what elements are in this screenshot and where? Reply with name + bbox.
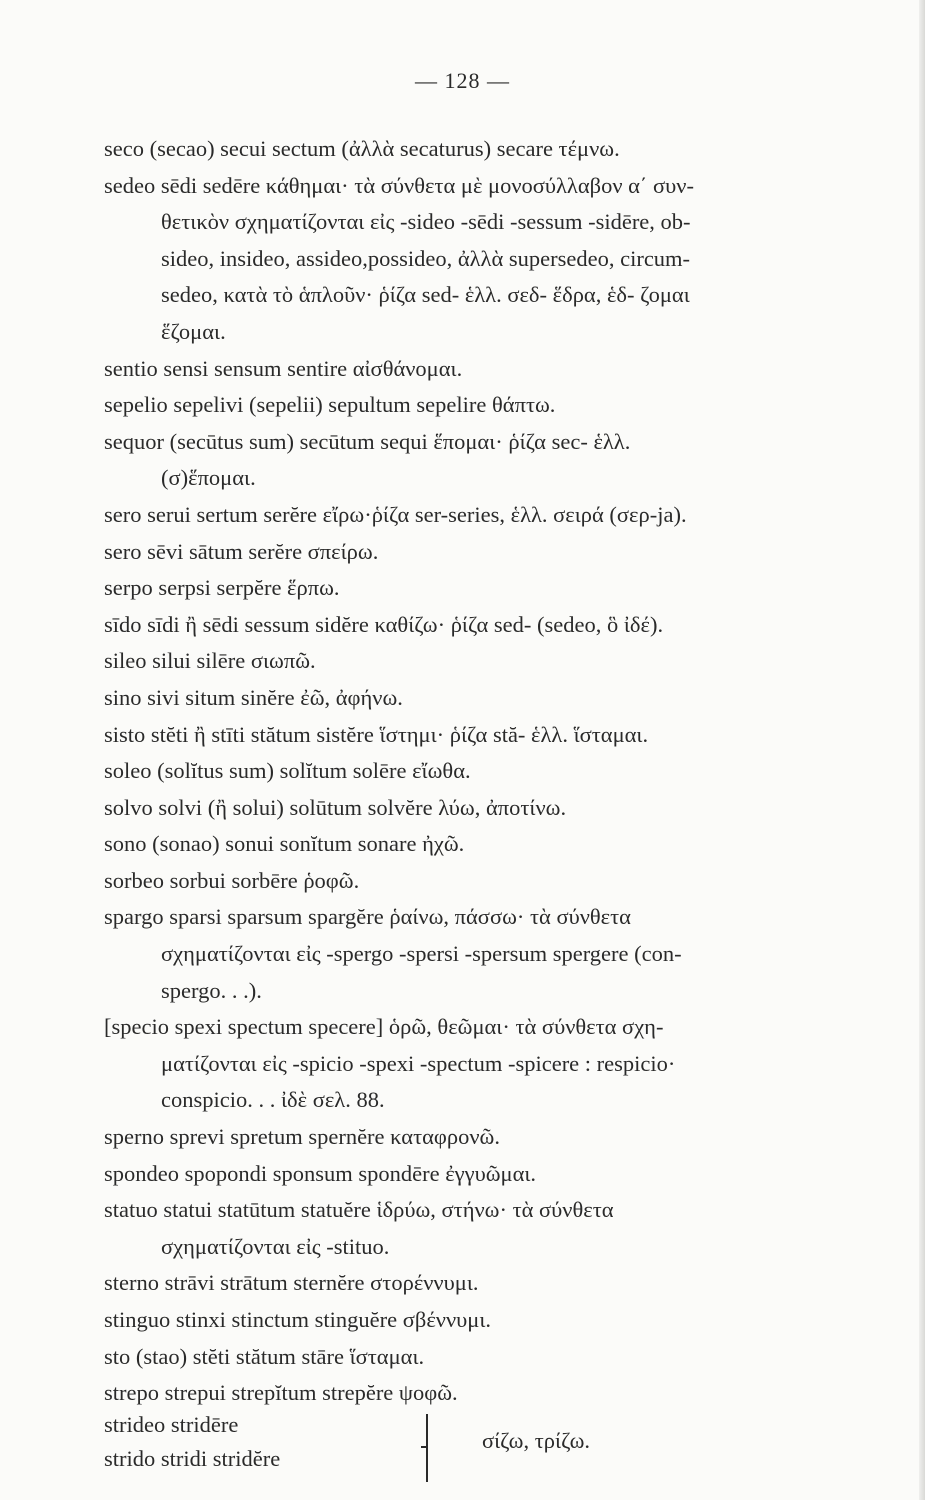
- entry-line: sedeo, κατὰ τὸ ἁπλοῦν· ῥίζα sed- ἑλλ. σεδ- ἕδρα, ἑδ- ζομαι: [161, 282, 690, 308]
- entry-line: sepelio sepelivi (sepelii) sepultum sepelire θάπτω.: [104, 392, 556, 418]
- page-number: — 128 —: [415, 68, 510, 93]
- entry-line: spondeo spopondi sponsum spondēre ἐγγυῶμαι.: [104, 1160, 537, 1186]
- entry-line: σχηματίζονται εἰς -spergo -spersi -spersum spergere (con-: [161, 941, 682, 967]
- entry-line: statuo statui statūtum statuĕre ἱδρύω, στήνω· τὰ σύνθετα: [104, 1197, 614, 1223]
- entry-line: sisto stĕti ἢ stīti stătum sistĕre ἵστημι· ῥίζα stă- ἑλλ. ἵσταμαι.: [104, 721, 649, 747]
- entry-line: sedeo sēdi sedēre κάθημαι· τὰ σύνθετα μὲ μονοσύλλαβον α΄ συν-: [104, 172, 694, 198]
- entry-line: θετικὸν σχηματίζονται εἰς -sideo -sēdi -sessum -sidēre, ob-: [161, 209, 691, 235]
- entry-line: sto (stao) stĕti stătum stāre ἵσταμαι.: [104, 1343, 425, 1369]
- entry-line: spergo. . .).: [161, 977, 262, 1003]
- entry-line: serpo serpsi serpĕre ἕρπω.: [104, 575, 340, 601]
- entry-line: [specio spexi spectum specere] ὁρῶ, θεῶμαι· τὰ σύνθετα σχη-: [104, 1014, 664, 1040]
- entry-line: sterno strāvi strātum sternĕre στορέννυμι.: [104, 1270, 479, 1296]
- entry-line: sino sivi situm sinĕre ἐῶ, ἀφήνω.: [104, 684, 403, 710]
- bracketed-entry: [104, 1412, 904, 1488]
- entry-line: sileo silui silēre σιωπῶ.: [104, 648, 316, 674]
- entry-line: spargo sparsi sparsum spargĕre ῥαίνω, πάσσω· τὰ σύνθετα: [104, 904, 631, 930]
- entry-line: strideo stridēre: [104, 1411, 239, 1437]
- entry-line: sero serui sertum serĕre εἴρω·ῥίζα ser-series, ἑλλ. σειρά (σερ-ja).: [104, 501, 687, 527]
- entry-line: soleo (solĭtus sum) solĭtum solēre εἴωθα.: [104, 758, 471, 784]
- entry-line: strepo strepui strepĭtum strepĕre ψοφῶ.: [104, 1380, 458, 1406]
- entry-line: sperno sprevi spretum spernĕre καταφρονῶ.: [104, 1124, 500, 1150]
- shared-translation: σίζω, τρίζω.: [482, 1427, 591, 1453]
- entry-line: sideo, insideo, assideo,possideo, ἀλλὰ supersedeo, circum-: [161, 245, 691, 271]
- entry-line: sono (sonao) sonui sonĭtum sonare ἠχῶ.: [104, 831, 465, 857]
- entry-line: seco (secao) secui sectum (ἀλλὰ secaturus) secare τέμνω.: [104, 136, 620, 161]
- bracket-brace: [426, 1414, 432, 1482]
- entry-line: conspicio. . . ἰδὲ σελ. 88.: [161, 1087, 385, 1113]
- entry-line: (σ)ἕπομαι.: [161, 465, 256, 491]
- entry-line: ματίζονται εἰς -spicio -spexi -spectum -spicere : respicio·: [161, 1050, 676, 1076]
- entry-line: sīdo sīdi ἢ sēdi sessum sidĕre καθίζω· ῥίζα sed- (sedeo, ὃ ἰδέ).: [104, 611, 664, 637]
- entry-line: sentio sensi sensum sentire αἰσθάνομαι.: [104, 355, 463, 381]
- entry-line: solvo solvi (ἢ solui) solūtum solvĕre λύω, ἀποτίνω.: [104, 794, 567, 820]
- entry-line: strido stridi stridĕre: [104, 1445, 281, 1471]
- entry-line: σχηματίζονται εἰς -stituo.: [161, 1233, 390, 1259]
- page-edge: [919, 0, 925, 1500]
- dictionary-body: [104, 131, 904, 1488]
- entry-line: sorbeo sorbui sorbēre ῥοφῶ.: [104, 867, 360, 893]
- entry-line: stinguo stinxi stinctum stinguĕre σβέννυμι.: [104, 1307, 491, 1332]
- entry-line: sero sēvi sātum serĕre σπείρω.: [104, 538, 379, 564]
- entry-line: sequor (secūtus sum) secūtum sequi ἕπομαι· ῥίζα sec- ἑλλ.: [104, 428, 631, 454]
- entry-line: ἕζομαι.: [161, 318, 226, 344]
